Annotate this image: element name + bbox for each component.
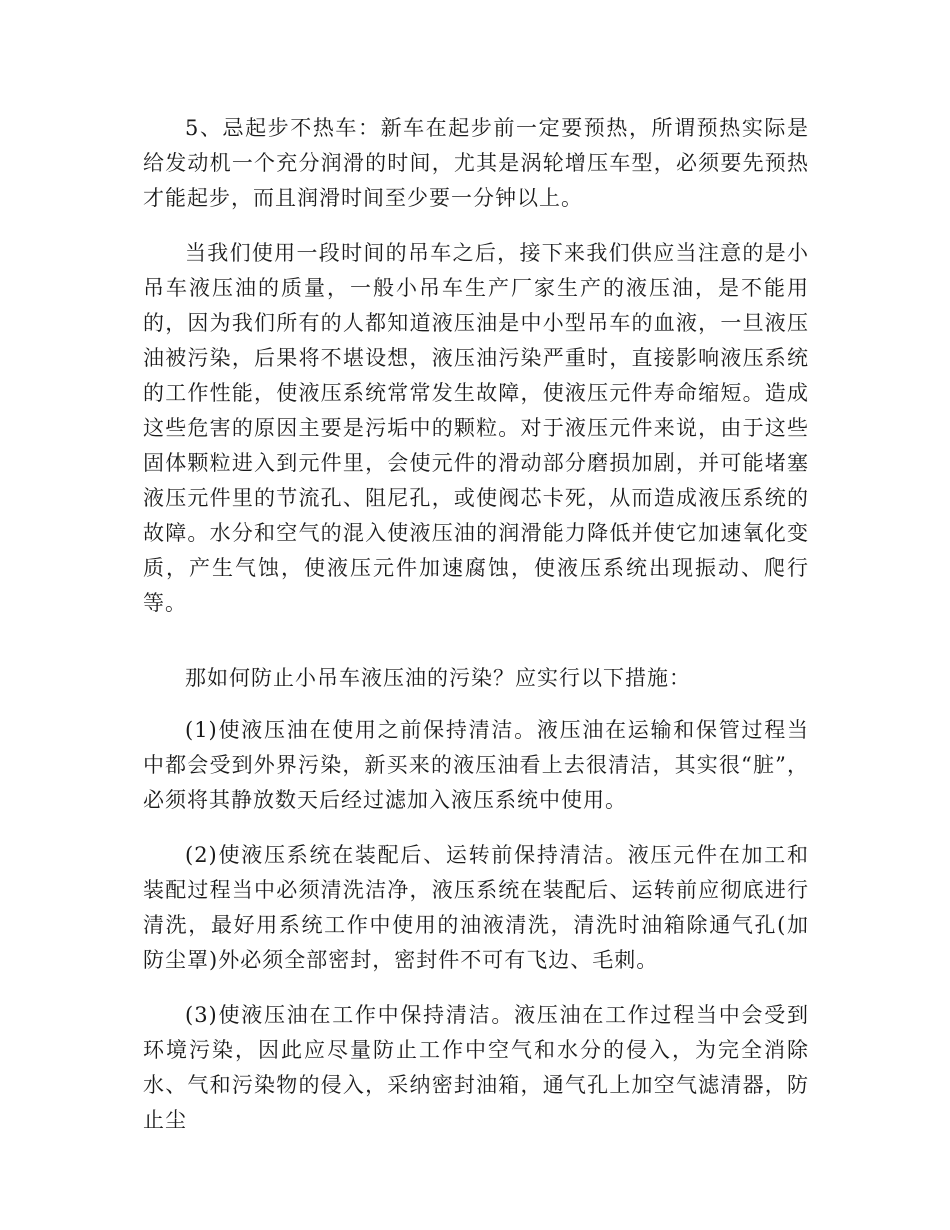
- paragraph-prevention-intro: 那如何防止小吊车液压油的污染？应实行以下措施：: [185, 666, 691, 690]
- paragraph-tip-5: 5、忌起步不热车：新车在起步前一定要预热，所谓预热实际是给发动机一个充分润滑的时间，尤其是涡轮增压车型，必须要先预热才能起步，而且润滑时间至少要一分钟以上。: [143, 116, 809, 210]
- paragraph-measure-1: (1)使液压油在使用之前保持清洁。液压油在运输和保管过程当中都会受到外界污染，新买来的液压油看上去很清洁，其实很“脏”，必须将其静放数天后经过滤加入液压系统中使用。: [143, 718, 809, 812]
- paragraph-hydraulic-oil-quality: 当我们使用一段时间的吊车之后，接下来我们供应当注意的是小吊车液压油的质量，一般小吊车生产厂家生产的液压油，是不能用的，因为我们所有的人都知道液压油是中小型吊车的血液，一旦液压油被污染，后果将不堪设想，液压油污染严重时，直接影响液压系统的工作性能，使液压系统常常发生故障，使液压元件寿命缩短。造成这些危害的原因主要是污垢中的颗粒。对于液压元件来说，由于这些固体颗粒进入到元件里，会使元件的滑动部分磨损加剧，并可能堵塞液压元件里的节流孔、阻尼孔，或使阀芯卡死，从而造成液压系统的故障。水分和空气的混入使液压油的润滑能力降低并使它加速氧化变质，产生气蚀，使液压元件加速腐蚀，使液压系统出现振动、爬行等。: [143, 241, 809, 615]
- paragraph-measure-2: (2)使液压系统在装配后、运转前保持清洁。液压元件在加工和装配过程当中必须清洗洁净，液压系统在装配后、运转前应彻底进行清洗，最好用系统工作中使用的油液清洗，清洗时油箱除通气孔(加防尘罩)外必须全部密封，密封件不可有飞边、毛刺。: [143, 843, 809, 972]
- paragraph-measure-3: (3)使液压油在工作中保持清洁。液压油在工作过程当中会受到环境污染，因此应尽量防止工作中空气和水分的侵入，为完全消除水、气和污染物的侵入，采纳密封油箱，通气孔上加空气滤清器，防止尘: [143, 1003, 809, 1132]
